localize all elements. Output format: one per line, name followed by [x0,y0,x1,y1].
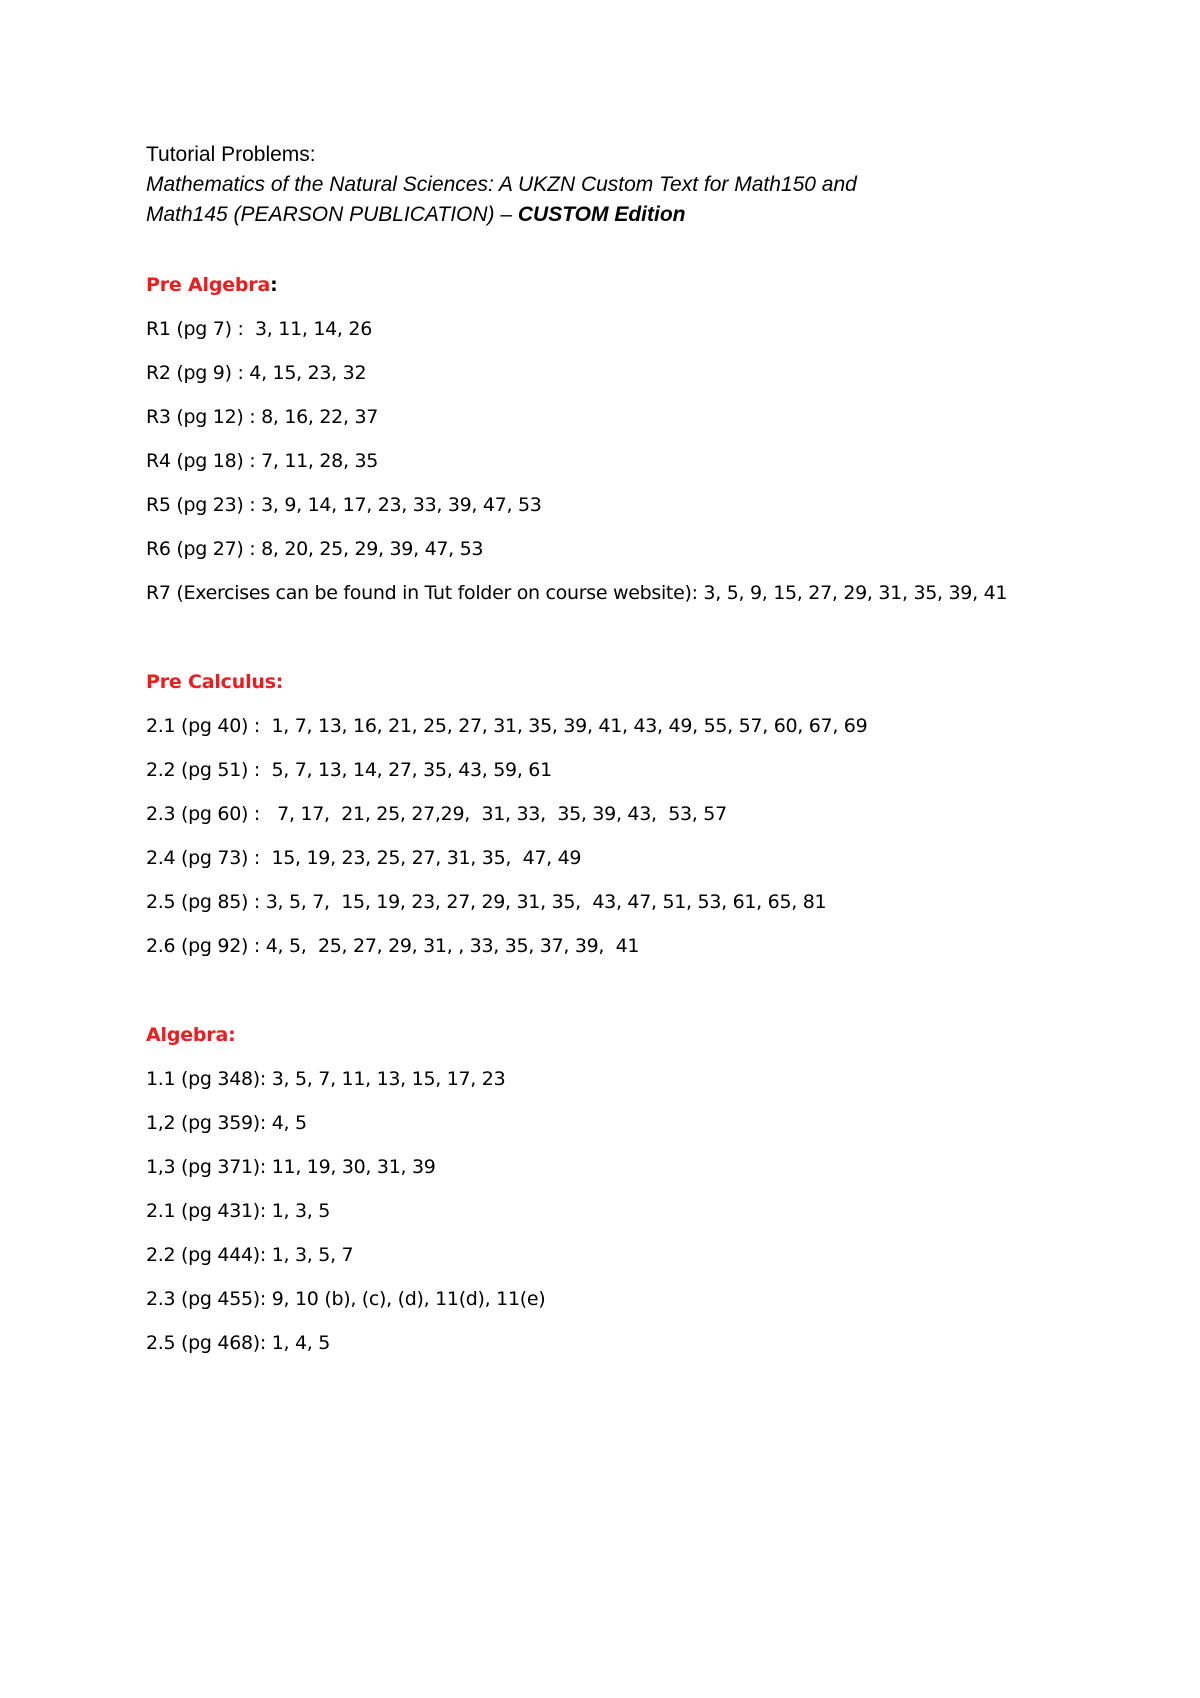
section-heading-pre-algebra [146,272,1106,298]
textbook-title-line-1: Mathematics of the Natural Sciences: A UKZN Custom Text for Math150 and [146,173,857,196]
problem-list-item: 2.3 (pg 455): 9, 10 (b), (c), (d), 11(d), 11(e) [146,1288,546,1310]
textbook-title-line-2-text: Math145 (PEARSON PUBLICATION) – [146,203,518,226]
problem-list-item: R1 (pg 7) : 3, 11, 14, 26 [146,318,372,340]
section-heading-algebra [146,1022,1106,1048]
problem-list-item: R4 (pg 18) : 7, 11, 28, 35 [146,450,379,472]
problem-list-item: 2.5 (pg 85) : 3, 5, 7, 15, 19, 23, 27, 29, 31, 35, 43, 47, 51, 53, 61, 65, 81 [146,891,827,913]
document-title: Tutorial Problems: [146,143,316,166]
textbook-title-line-2 [146,200,1106,230]
problem-list-item: R5 (pg 23) : 3, 9, 14, 17, 23, 33, 39, 47, 53 [146,494,542,516]
problem-list-item: 2.6 (pg 92) : 4, 5, 25, 27, 29, 31, , 33, 35, 37, 39, 41 [146,935,640,957]
problem-list-item: 1,3 (pg 371): 11, 19, 30, 31, 39 [146,1156,436,1178]
problem-list-item: 2.1 (pg 431): 1, 3, 5 [146,1200,331,1222]
problem-list-item: 2.4 (pg 73) : 15, 19, 23, 25, 27, 31, 35, 47, 49 [146,847,582,869]
problem-list-item: R7 (Exercises can be found in Tut folder on course website): 3, 5, 9, 15, 27, 29, 31, 35, 39, 41 [146,582,1008,604]
problem-list-item: R2 (pg 9) : 4, 15, 23, 32 [146,362,367,384]
problem-list-item: 1.1 (pg 348): 3, 5, 7, 11, 13, 15, 17, 23 [146,1068,506,1090]
section-heading-pre-calculus [146,669,1106,695]
pre-algebra-heading-colon: : [270,274,278,296]
problem-list-item: R6 (pg 27) : 8, 20, 25, 29, 39, 47, 53 [146,538,484,560]
problem-list-item: 2.2 (pg 51) : 5, 7, 13, 14, 27, 35, 43, 59, 61 [146,759,552,781]
pre-calculus-heading-text: Pre Calculus: [146,671,284,693]
problem-list-item: 2.2 (pg 444): 1, 3, 5, 7 [146,1244,354,1266]
document-page [146,140,1106,1356]
problem-list-item: R3 (pg 12) : 8, 16, 22, 37 [146,406,379,428]
algebra-heading-text: Algebra: [146,1024,236,1046]
problem-list-item: 1,2 (pg 359): 4, 5 [146,1112,307,1134]
pre-algebra-heading-text: Pre Algebra [146,274,271,296]
edition-label: CUSTOM Edition [517,203,686,226]
problem-list-item: 2.3 (pg 60) : 7, 17, 21, 25, 27,29, 31, 33, 35, 39, 43, 53, 57 [146,803,727,825]
problem-list-item: 2.5 (pg 468): 1, 4, 5 [146,1332,331,1354]
problem-list-item: 2.1 (pg 40) : 1, 7, 13, 16, 21, 25, 27, 31, 35, 39, 41, 43, 49, 55, 57, 60, 67, 69 [146,715,868,737]
